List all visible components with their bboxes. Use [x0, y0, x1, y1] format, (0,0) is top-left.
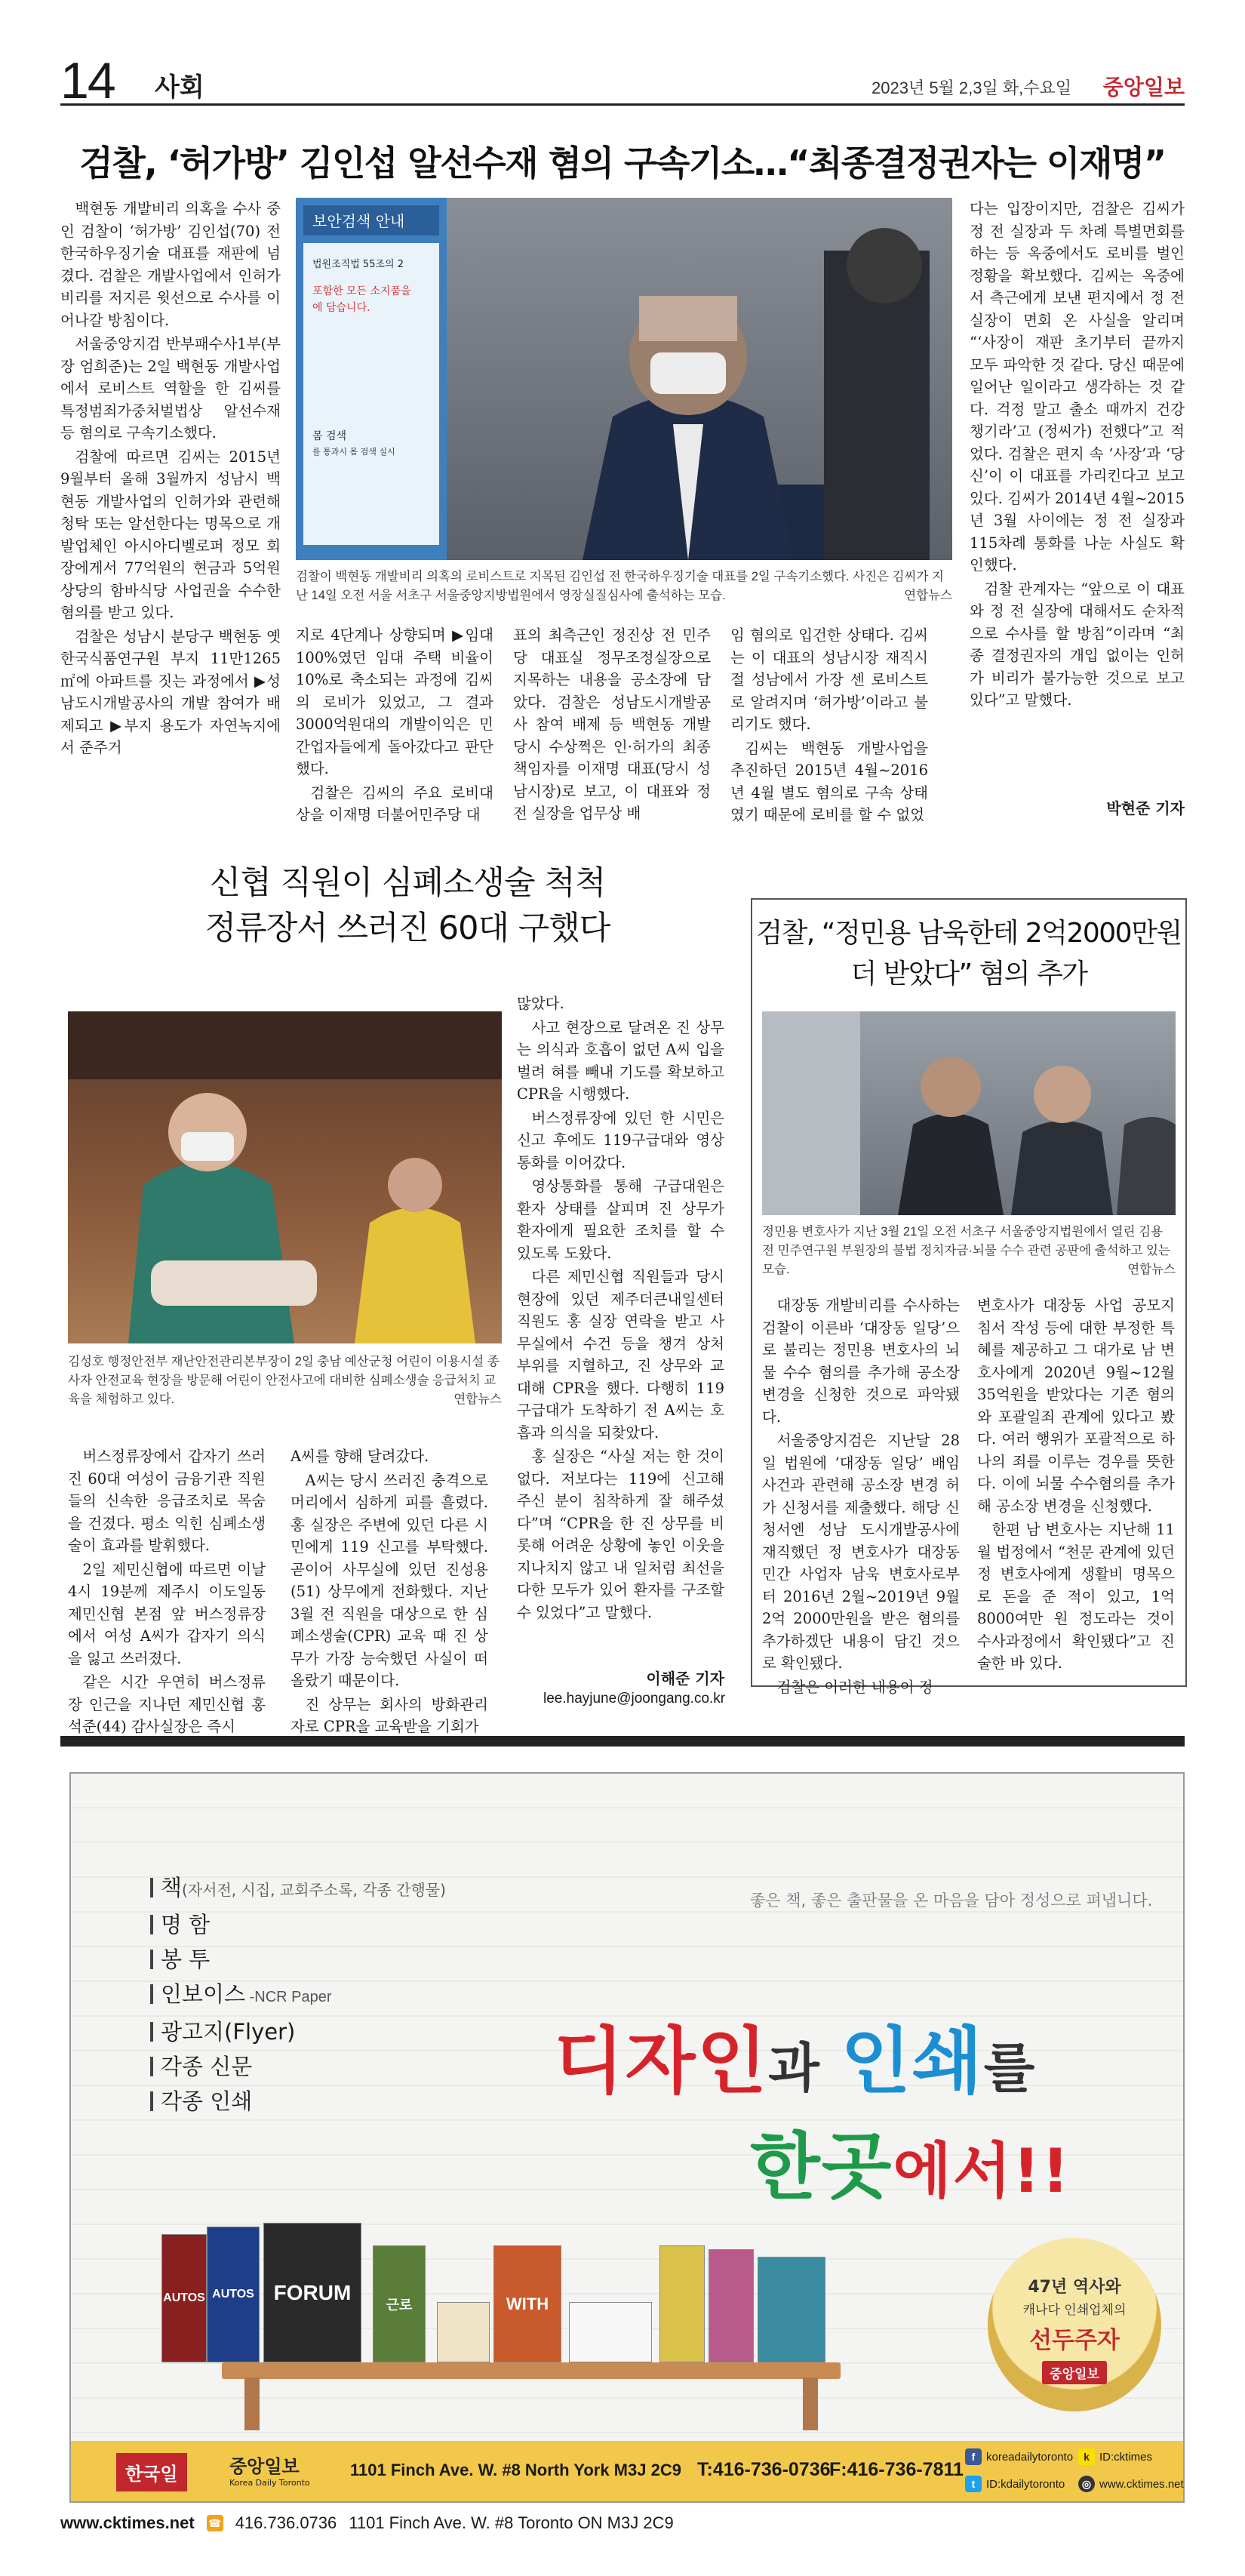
- booklet-sample: AUTOS: [207, 2227, 260, 2362]
- slogan-word: 한곳: [750, 2125, 893, 2209]
- bullet-bar: [150, 2022, 153, 2042]
- sign-text: 보안검색 안내: [312, 212, 405, 230]
- page-footer: [60, 2513, 1185, 2533]
- section-name: 사회: [155, 73, 204, 102]
- sign-text: 에 담습니다.: [312, 302, 370, 314]
- issue-date: 2023년 5월 2,3일 화,수요일: [872, 78, 1071, 97]
- display-shelf: [222, 2362, 841, 2379]
- article2-col3: [517, 993, 724, 1657]
- service-label: 각종 신문: [161, 2054, 253, 2079]
- service-item: [150, 1870, 446, 1907]
- sign-text: 포함한 모든 소지품을: [312, 285, 411, 297]
- social-handle: ID:kdailytoronto: [986, 2477, 1065, 2491]
- facebook-icon: f: [965, 2448, 982, 2465]
- ad-contact-bar: [71, 2441, 1183, 2501]
- paragraph: 대장동 개발비리를 수사하는 검찰이 이른바 ‘대장동 일당’으로 불리는 정민용 변호사의 뇌물 수수 혐의를 추가해 공소장 변경을 신청한 것으로 파악됐다.: [762, 1297, 960, 1426]
- booklet-sample: [709, 2249, 754, 2362]
- article3-col1: [762, 1294, 960, 1696]
- badge-subtitle: 캐나다 인쇄업체의: [1022, 2303, 1127, 2318]
- paragraph: A씨를 향해 달려갔다.: [290, 1448, 429, 1465]
- caption-text: 김성호 행정안전부 재난안전관리본부장이 2일 충남 예산군청 어린이 이용시설 종사자 안전교육 현장을 방문해 어린이 안전사고에 대비한 심폐소생술 응급처치 교육을 체험하고 있다.: [68, 1355, 500, 1406]
- booklet-sample: WITH: [493, 2245, 561, 2362]
- booklet-sample: [758, 2257, 825, 2362]
- sign-text: 법원조직법 55조의 2: [312, 259, 404, 270]
- headline-line: 검찰, “정민용 남욱한테 2억2000만원: [756, 918, 1182, 949]
- ad-fax: F:416-736-7811: [829, 2459, 964, 2480]
- joongang-logo: [229, 2451, 310, 2488]
- slogan-word: 디자인: [554, 2019, 769, 2104]
- article1-col5: [970, 198, 1185, 802]
- article1-headline: 검찰, ‘허가방’ 김인섭 알선수재 혐의 구속기소…“최종결정권자는 이재명”: [79, 143, 1166, 183]
- paragraph: 다른 제민신협 직원들과 당시 현장에 있던 제주더큰내일센터 직원도 홍 실장 연락을 받고 사무실에서 수건 등을 챙겨 상처 부위를 지혈하고, 진 상무와 교대해 CPR을 했다. 다행히 119구급대가 도착하기 전 A씨는 호흡과 의식을 되찾았다.: [517, 1268, 724, 1442]
- badge-title: 선두주자: [1029, 2327, 1120, 2354]
- logo-text: 중앙일보: [229, 2456, 300, 2477]
- paragraph: 같은 시간 우연히 버스정류장 인근을 지나던 제민신협 홍석준(44) 감사실장은 즉시: [68, 1673, 266, 1735]
- booklet-sample: 근로: [373, 2245, 426, 2362]
- shelf-leg: [803, 2377, 818, 2430]
- service-item: [150, 1942, 446, 1977]
- hankook-logo: 한국일: [116, 2453, 187, 2491]
- social-handle: www.cktimes.net: [1099, 2477, 1184, 2491]
- paragraph: 2일 제민신협에 따르면 이날 4시 19분께 제주시 이도일동 제민신협 본점 앞 버스정류장에서 여성 A씨가 갑자기 의식을 잃고 쓰러졌다.: [68, 1560, 266, 1667]
- service-detail: (자서전, 시집, 교회주소록, 각종 간행물): [182, 1881, 446, 1899]
- twitter-icon: t: [965, 2476, 982, 2492]
- cpr-training-illustration: [68, 1011, 502, 1343]
- paragraph: 영상통화를 통해 구급대원은 환자 상태를 살피며 진 상무가 환자에게 필요한 조치를 할 수 있도록 도왔다.: [517, 1177, 724, 1262]
- paragraph: 지로 4단계나 상향되며 ▶임대 100%였던 임대 주택 비율이 10%로 축소되는 과정에 김씨의 로비가 있었고, 그 결과 3000억원대의 개발이익은 민간업자들에게 돌아갔다고 판단했다.: [296, 626, 493, 777]
- lawyer-photo-illustration: [762, 1011, 1176, 1215]
- paragraph: 검찰은 김씨의 주요 로비대상을 이재명 더불어민주당 대: [296, 783, 493, 823]
- paragraph: 검찰에 따르면 김씨는 2015년 9월부터 올해 3월까지 성남시 백현동 개발사업의 인허가와 관련해 청탁 또는 알선한다는 명목으로 개발업체인 아시아디벨로퍼 정모 회장에게서 77억원의 현금과 5억원 상당의 함바식당 사업권을 수수한 혐의를 받고 있다.: [60, 448, 281, 621]
- article1-photo-caption: [296, 568, 952, 605]
- caption-text: 검찰이 백현동 개발비리 의혹의 로비스트로 지목된 김인섭 전 한국하우징기술 대표를 2일 구속기소했다. 사진은 김씨가 지난 14일 오전 서울 서초구 서울중앙지방법원에서 영장실질심사에 출석하는 모습.: [296, 570, 944, 602]
- footer-address: 1101 Finch Ave. W. #8 Toronto ON M3J 2C9: [349, 2513, 674, 2532]
- bullet-bar: [150, 1878, 153, 1897]
- bullet-bar: [150, 1984, 153, 2004]
- paragraph: 진 상무는 회사의 방화관리자로 CPR을 교육받을 기회가: [290, 1695, 488, 1735]
- bullet-bar: [150, 2091, 153, 2111]
- facebook-link[interactable]: [965, 2448, 1073, 2465]
- service-label: 광고지(Flyer): [161, 2019, 296, 2045]
- paragraph: 임 혐의로 입건한 상태다. 김씨는 이 대표의 성남시장 재직시절 성남에서 가장 센 로비스트로 알려지며 ‘허가방’이라고 불리기도 했다.: [730, 626, 928, 733]
- headline-line: 정류장서 쓰러진 60대 구했다: [204, 909, 610, 947]
- printing-advertisement[interactable]: [69, 1772, 1185, 2503]
- article2-col2: [290, 1445, 488, 1735]
- paragraph: 검찰은 이러한 내용이 정: [776, 1678, 933, 1696]
- page-number: 14: [60, 52, 115, 109]
- article2-photo-caption: [68, 1353, 502, 1409]
- booklet-sample: FORUM: [263, 2223, 361, 2362]
- headline-line: 더 받았다” 혐의 추가: [850, 959, 1087, 989]
- shelf-leg: [244, 2377, 260, 2430]
- article2-email[interactable]: lee.hayjune@joongang.co.kr: [543, 1691, 726, 1707]
- bullet-bar: [150, 2057, 153, 2076]
- service-item: [150, 2084, 446, 2119]
- booklet-sample: [659, 2245, 705, 2362]
- article3-col2: [977, 1294, 1175, 1679]
- article3-photo-caption: [762, 1223, 1176, 1279]
- article2-byline: 이해준 기자: [646, 1670, 724, 1688]
- kakao-link[interactable]: [1078, 2448, 1152, 2465]
- service-label: 책: [161, 1875, 183, 1900]
- footer-phone[interactable]: 416.736.0736: [235, 2513, 337, 2532]
- paragraph: A씨는 당시 쓰러진 충격으로 머리에서 심하게 피를 흘렸다. 홍 실장은 주변에 있던 다른 시민에게 119 신고를 부탁했다. 곧이어 사무실에 있던 진성용(51) 상무에게 전화했다. 지난 3월 전 직원을 대상으로 한 심폐소생술(CPR) 교육 때 진 상무가 가장 능숙했던 사실이 떠올랐기 때문이다.: [290, 1471, 488, 1689]
- article1-photo: [296, 198, 952, 560]
- paragraph: 버스정류장에 있던 한 시민은 신고 후에도 119구급대와 영상통화를 이어갔다.: [517, 1109, 724, 1171]
- ad-tagline: 좋은 책, 좋은 출판물을 온 마음을 담아 정성으로 펴냅니다.: [750, 1891, 1153, 1910]
- photo-credit: 연합뉴스: [904, 589, 952, 602]
- service-label: 각종 인쇄: [161, 2088, 253, 2114]
- service-list: [150, 1870, 446, 2119]
- bullet-bar: [150, 1950, 153, 1969]
- globe-icon: ◎: [1078, 2476, 1095, 2492]
- paragraph: 많았다.: [517, 995, 564, 1012]
- paragraph: 홍 실장은 “사실 저는 한 것이 없다. 저보다는 119에 신고해 주신 분이 침착하게 잘 해주셨다”며 “CPR을 한 진 상무를 비롯해 어려운 상황에 놓인 이웃을 지나치지 않고 내 일처럼 최선을 다한 모두가 있어 환자를 구조할 수 있었다”고 말했다.: [517, 1448, 724, 1621]
- service-label: 명 함: [161, 1912, 211, 1937]
- slogan-word: 에서!!: [893, 2136, 1071, 2206]
- paragraph: 사고 현장으로 달려온 진 상무는 의식과 호흡이 없던 A씨 입을 벌려 혀를 빼내 기도를 확보하고 CPR을 시행했다.: [517, 1018, 724, 1103]
- service-label: 봉 투: [161, 1947, 211, 1972]
- badge-years: 47년 역사와: [1028, 2278, 1121, 2297]
- footer-website[interactable]: www.cktimes.net: [60, 2513, 195, 2532]
- photo-credit: 연합뉴스: [1127, 1263, 1176, 1276]
- envelope-sample: [569, 2302, 652, 2362]
- paragraph: 변호사가 대장동 사업 공모지침서 작성 등에 대한 부정한 특혜를 제공하고 그 대가로 남 변호사에게 2020년 9월~12월 35억원을 받았다는 기존 혐의와 포괄일죄 관계에 있다고 봤다. 여러 행위가 포괄적으로 하나의 죄를 이루는 경우를 뜻한다. 이에 뇌물 수수혐의를 추가해 공소장 변경을 신청했다.: [977, 1297, 1175, 1515]
- article3-photo: [762, 1011, 1176, 1215]
- headline-line: 신협 직원이 심폐소생술 척척: [209, 864, 606, 902]
- article2-photo: [68, 1011, 502, 1343]
- website-link[interactable]: [1078, 2476, 1184, 2492]
- service-item: [150, 2049, 446, 2084]
- social-handle: koreadailytoronto: [986, 2450, 1074, 2464]
- slogan-word: 를: [983, 2037, 1037, 2099]
- slogan-word: 과: [768, 2037, 841, 2099]
- bullet-bar: [150, 1915, 153, 1934]
- service-item: [150, 2014, 446, 2049]
- photo-credit: 연합뉴스: [453, 1393, 502, 1406]
- ad-slogan-line1: [554, 2004, 1036, 2107]
- sign-text: 를 통과시 몸 검색 실시: [312, 447, 395, 457]
- paragraph: 표의 최측근인 정진상 전 민주당 대표실 정무조정실장으로 지목하는 내용을 공소장에 담았다. 검찰은 성남도시개발공사 참여 배제 등 백현동 개발 당시 수상쩍은 인·허가의 최종 책임자를 이재명 대표(당시 성남시장)로 보고, 이 대표와 정 전 실장을 업무상 배: [513, 626, 711, 822]
- paragraph: 김씨는 백현동 개발사업을 추진하던 2015년 4월~2016년 4월 별도 혐의로 구속 상태였기 때문에 로비를 할 수 없었: [730, 739, 928, 823]
- ad-telephone[interactable]: T:416-736-0736: [697, 2459, 831, 2480]
- paragraph: 검찰은 성남시 분당구 백현동 옛 한국식품연구원 부지 11만1265㎡에 아파트를 짓는 과정에서 ▶성남도시개발공사의 개발 참여가 배제되고 ▶부지 용도가 자연녹지에서 준주거: [60, 627, 281, 756]
- phone-icon: ☎: [207, 2515, 223, 2531]
- paragraph: 한편 남 변호사는 지난해 11월 법정에서 “천문 관계에 있던 정 변호사에게 생활비 명목으로 돈을 준 적이 있고, 1억 8000여만 원 정도라는 것이 수사과정에서 확인됐다”고 진술한 바 있다.: [977, 1521, 1175, 1672]
- suspect-photo-illustration: [296, 198, 952, 560]
- service-detail: -NCR Paper: [245, 1989, 332, 2005]
- badge-paper: 중앙일보: [1042, 2361, 1107, 2384]
- article2-col1: [68, 1445, 266, 1735]
- article3-headline: [755, 913, 1183, 995]
- section-divider: [60, 1736, 1185, 1747]
- booklet-sample: AUTOS: [161, 2234, 207, 2362]
- page-header: [60, 45, 1185, 109]
- social-handle: ID:cktimes: [1099, 2450, 1153, 2464]
- twitter-link[interactable]: [965, 2476, 1065, 2492]
- logo-subtext: Korea Daily Toronto: [229, 2478, 310, 2488]
- sign-text: 몸 검색: [312, 430, 347, 442]
- paragraph: 검찰 관계자는 “앞으로 이 대표와 정 전 실장에 대해서도 순차적으로 수사를 할 방침”이라며 “최종 결정권자의 개입 없이는 인허가 비리가 불가능한 것으로 보고 있다”고 말했다.: [970, 580, 1185, 709]
- slogan-word: 인쇄: [841, 2019, 984, 2104]
- newspaper-name: 중앙일보: [1102, 75, 1185, 99]
- kakao-icon: k: [1078, 2448, 1095, 2465]
- article2-headline: [136, 860, 679, 951]
- article1-col1: [60, 198, 281, 960]
- ad-slogan-line2: [750, 2110, 1071, 2213]
- paragraph: 버스정류장에서 갑자기 쓰러진 60대 여성이 금융기관 직원들의 신속한 응급조치로 목숨을 건졌다. 평소 익힌 심폐소생술이 효과를 발휘했다.: [68, 1448, 266, 1554]
- service-label: 인보이스: [161, 1981, 246, 2007]
- service-item: [150, 1977, 446, 2014]
- article1-byline: 박현준 기자: [1106, 799, 1185, 817]
- anniversary-badge: [988, 2238, 1161, 2411]
- paragraph: 서울중앙지검은 지난달 28일 법원에 ‘대장동 일당’ 배임 사건과 관련해 공소장 변경 허가 신청서를 제출했다. 해당 신청서엔 성남 도시개발공사에 재직했던 정 변호사가 대장동 민간 사업자 남욱 변호사로부터 2016년 2월~2019년 9월 2억 2000만원을 받은 혐의를 추가하겠단 내용이 담긴 것으로 확인됐다.: [762, 1432, 960, 1672]
- business-card-sample: [437, 2302, 490, 2362]
- paragraph: 백현동 개발비리 의혹을 수사 중인 검찰이 ‘허가방’ 김인섭(70) 전 한국하우징기술 대표를 재판에 넘겼다. 검찰은 개발사업에서 인허가 비리를 저지른 윗선으로 수사를 이어나갈 방침이다.: [60, 200, 281, 329]
- ad-address: 1101 Finch Ave. W. #8 North York M3J 2C9: [350, 2461, 681, 2479]
- paragraph: 서울중앙지검 반부패수사1부(부장 엄희준)는 2일 백현동 개발사업에서 로비스트 역할을 한 김씨를 특정범죄가중처벌법상 알선수재 등 혐의로 구속기소했다.: [60, 335, 281, 442]
- service-item: [150, 1907, 446, 1942]
- caption-text: 정민용 변호사가 지난 3월 21일 오전 서초구 서울중앙지법원에서 열린 김용 전 민주연구원 부원장의 불법 정치자금·뇌물 수수 관련 공판에 출석하고 있는 모습.: [762, 1225, 1170, 1276]
- paragraph: 다는 입장이지만, 검찰은 김씨가 정 전 실장과 두 차례 특별면회를 하는 등 옥중에서도 로비를 벌인 정황을 확보했다. 김씨는 옥중에서 측근에게 보낸 편지에서 정 전 실장이 면회 온 사실을 알리며 “‘사장이 재판 초기부터 끝까지 모두 파악한 것 같다. 당신 때문에 일어난 일이라고 생각하는 것 같다. 걱정 말고 출소 때까지 건강 챙기라’고 (정씨가) 전했다”고 적었다. 검찰은 편지 속 ‘사장’과 ‘당신’이 이 대표를 가리킨다고 보고 있다. 김씨가 2014년 4월~2015년 3월 사이에는 정 전 실장과 115차례 통화를 나눈 사실도 확인했다.: [970, 200, 1185, 574]
